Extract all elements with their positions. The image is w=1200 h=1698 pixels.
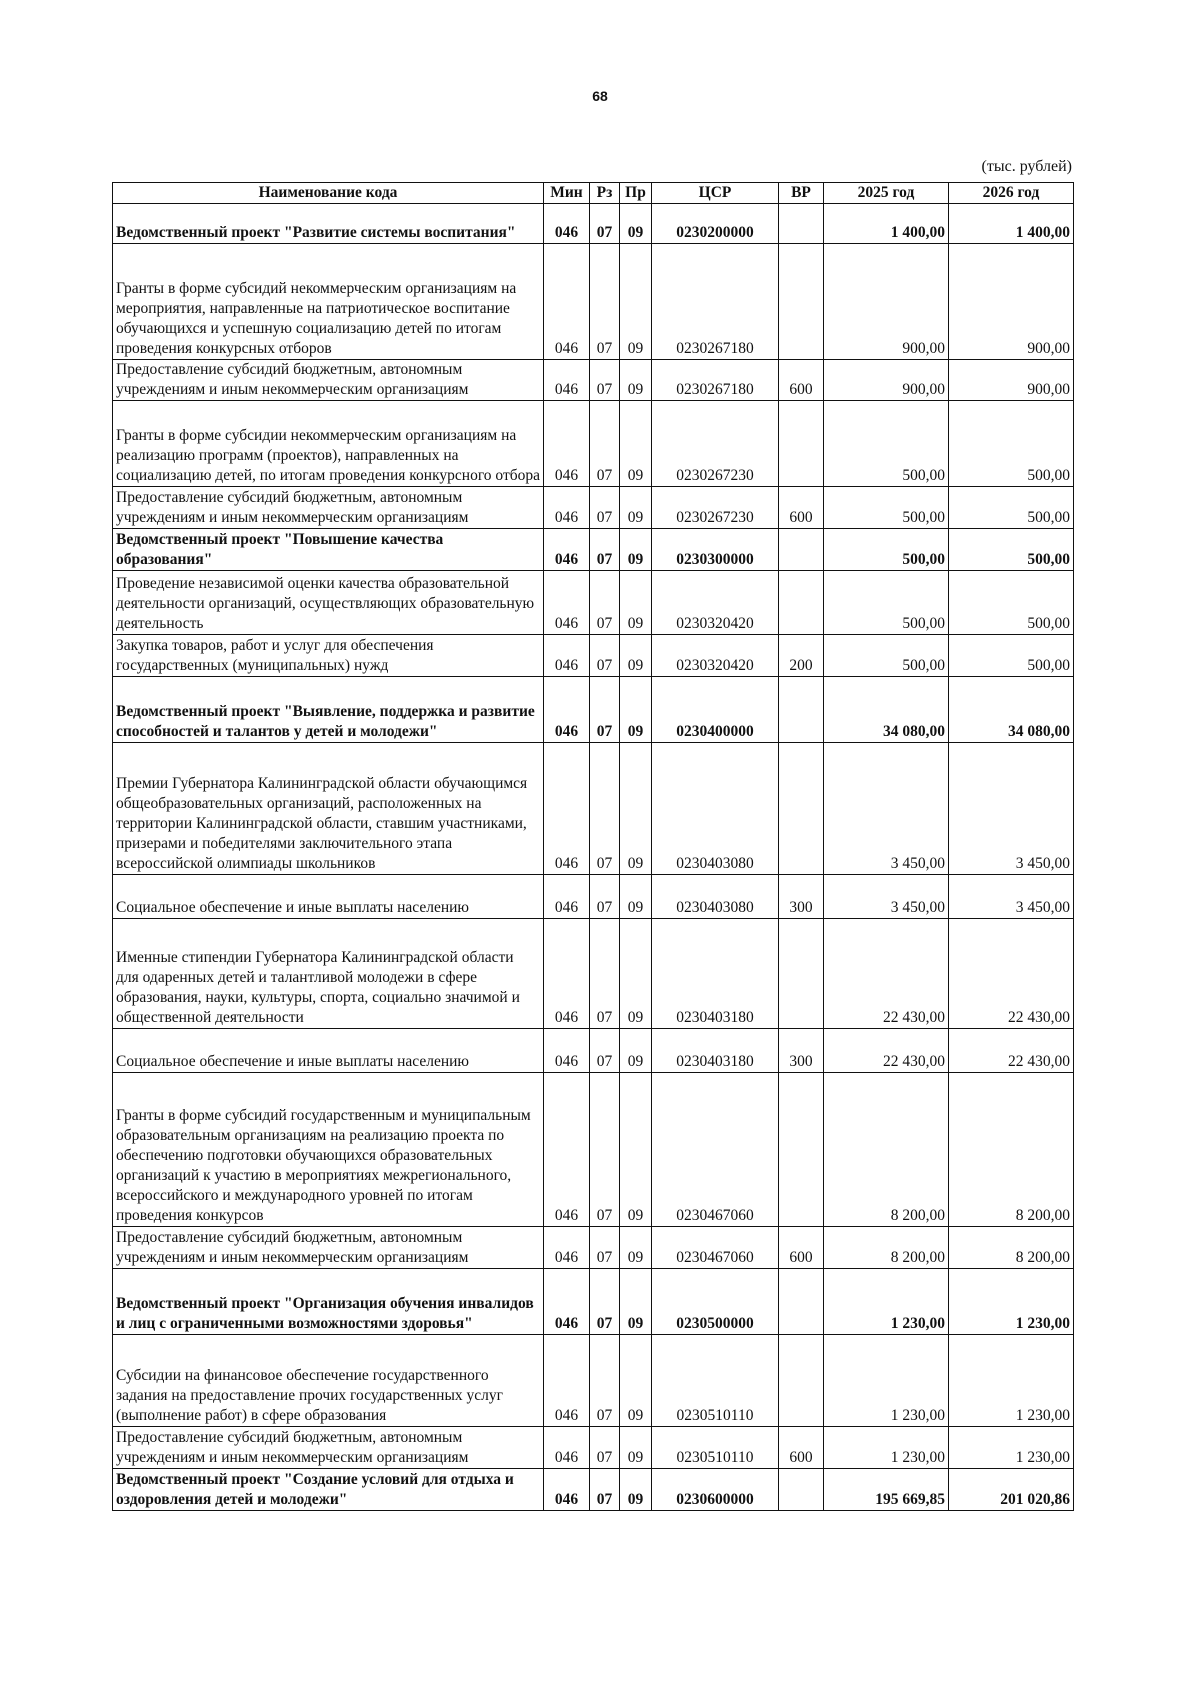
row-vr-cell: 600 <box>779 360 824 401</box>
row-csr-cell: 0230320420 <box>652 635 779 677</box>
row-min-cell: 046 <box>544 401 590 487</box>
row-csr-cell: 0230267180 <box>652 360 779 401</box>
row-pr-cell: 09 <box>620 1227 652 1269</box>
row-2026-cell: 1 230,00 <box>949 1269 1074 1335</box>
row-vr-cell <box>779 677 824 743</box>
row-name-cell: Субсидии на финансовое обеспечение государственного задания на предоставление прочих государственных услуг (выполнение работ) в сфере образования <box>113 1335 544 1427</box>
row-min-cell: 046 <box>544 1469 590 1511</box>
row-2025-cell: 34 080,00 <box>824 677 949 743</box>
row-2025-cell: 500,00 <box>824 571 949 635</box>
row-2025-cell: 500,00 <box>824 635 949 677</box>
table-row <box>113 1073 1074 1227</box>
row-pr-cell: 09 <box>620 1073 652 1227</box>
row-csr-cell: 0230200000 <box>652 204 779 244</box>
row-2025-cell: 500,00 <box>824 401 949 487</box>
row-2026-cell: 22 430,00 <box>949 919 1074 1029</box>
row-min-cell: 046 <box>544 1227 590 1269</box>
row-name-cell: Предоставление субсидий бюджетным, автономным учреждениям и иным некоммерческим организациям <box>113 1227 544 1269</box>
row-vr-cell: 300 <box>779 875 824 919</box>
row-2026-cell: 8 200,00 <box>949 1073 1074 1227</box>
row-name-cell: Гранты в форме субсидий государственным и муниципальным образовательным организациям на реализацию проекта по обеспечению подготовки обучающихся образовательных организаций к участию в мероприятиях межрегионального, всероссийского и международного уровней по итогам проведения конкурсов <box>113 1073 544 1227</box>
row-rz-cell: 07 <box>590 487 620 529</box>
page-number: 68 <box>592 88 608 104</box>
row-rz-cell: 07 <box>590 244 620 360</box>
row-2025-cell: 3 450,00 <box>824 875 949 919</box>
table-row <box>113 244 1074 360</box>
table-row-project <box>113 529 1074 571</box>
row-vr-cell <box>779 529 824 571</box>
row-2025-cell: 22 430,00 <box>824 919 949 1029</box>
row-rz-cell: 07 <box>590 1427 620 1469</box>
row-name-cell: Ведомственный проект "Создание условий для отдыха и оздоровления детей и молодежи" <box>113 1469 544 1511</box>
table-row-project <box>113 204 1074 244</box>
row-name-cell: Ведомственный проект "Выявление, поддержка и развитие способностей и талантов у детей и молодежи" <box>113 677 544 743</box>
header-2026: 2026 год <box>949 183 1074 204</box>
row-pr-cell: 09 <box>620 571 652 635</box>
row-pr-cell: 09 <box>620 677 652 743</box>
row-2025-cell: 500,00 <box>824 487 949 529</box>
row-csr-cell: 0230467060 <box>652 1227 779 1269</box>
row-rz-cell: 07 <box>590 919 620 1029</box>
row-2026-cell: 500,00 <box>949 571 1074 635</box>
row-min-cell: 046 <box>544 677 590 743</box>
row-name-cell: Премии Губернатора Калининградской области обучающимся общеобразовательных организаций, расположенных на территории Калининградской области, ставшим участниками, призерами и победителями заключительного этапа всероссийской олимпиады школьников <box>113 743 544 875</box>
row-csr-cell: 0230510110 <box>652 1427 779 1469</box>
row-min-cell: 046 <box>544 743 590 875</box>
table-row <box>113 401 1074 487</box>
row-pr-cell: 09 <box>620 529 652 571</box>
row-vr-cell: 600 <box>779 1227 824 1269</box>
table-row <box>113 1335 1074 1427</box>
row-csr-cell: 0230467060 <box>652 1073 779 1227</box>
table-body <box>113 204 1074 1511</box>
row-rz-cell: 07 <box>590 360 620 401</box>
row-2026-cell: 1 230,00 <box>949 1335 1074 1427</box>
row-pr-cell: 09 <box>620 1029 652 1073</box>
row-csr-cell: 0230267230 <box>652 401 779 487</box>
table-row <box>113 360 1074 401</box>
header-pr: Пр <box>620 183 652 204</box>
units-label: (тыс. рублей) <box>981 158 1072 175</box>
header-rz: Рз <box>590 183 620 204</box>
table-row <box>113 919 1074 1029</box>
row-csr-cell: 0230600000 <box>652 1469 779 1511</box>
row-name-cell: Предоставление субсидий бюджетным, автономным учреждениям и иным некоммерческим организациям <box>113 1427 544 1469</box>
table-row <box>113 1029 1074 1073</box>
row-vr-cell <box>779 571 824 635</box>
table-row <box>113 875 1074 919</box>
row-min-cell: 046 <box>544 571 590 635</box>
row-csr-cell: 0230300000 <box>652 529 779 571</box>
row-vr-cell <box>779 1469 824 1511</box>
table-row <box>113 487 1074 529</box>
row-vr-cell: 300 <box>779 1029 824 1073</box>
row-vr-cell <box>779 401 824 487</box>
row-min-cell: 046 <box>544 360 590 401</box>
row-pr-cell: 09 <box>620 875 652 919</box>
row-csr-cell: 0230403080 <box>652 875 779 919</box>
budget-table <box>112 182 1074 1511</box>
row-pr-cell: 09 <box>620 1335 652 1427</box>
row-min-cell: 046 <box>544 1269 590 1335</box>
row-vr-cell: 600 <box>779 1427 824 1469</box>
row-rz-cell: 07 <box>590 875 620 919</box>
row-csr-cell: 0230267180 <box>652 244 779 360</box>
row-name-cell: Ведомственный проект "Организация обучения инвалидов и лиц с ограниченными возможностями здоровья" <box>113 1269 544 1335</box>
row-min-cell: 046 <box>544 635 590 677</box>
header-csr: ЦСР <box>652 183 779 204</box>
row-vr-cell <box>779 1073 824 1227</box>
row-2026-cell: 201 020,86 <box>949 1469 1074 1511</box>
row-vr-cell <box>779 1269 824 1335</box>
row-2026-cell: 1 400,00 <box>949 204 1074 244</box>
row-name-cell: Ведомственный проект "Развитие системы воспитания" <box>113 204 544 244</box>
row-2025-cell: 1 230,00 <box>824 1427 949 1469</box>
row-pr-cell: 09 <box>620 401 652 487</box>
row-2025-cell: 8 200,00 <box>824 1227 949 1269</box>
row-rz-cell: 07 <box>590 1269 620 1335</box>
row-min-cell: 046 <box>544 1335 590 1427</box>
row-name-cell: Предоставление субсидий бюджетным, автономным учреждениям и иным некоммерческим организациям <box>113 487 544 529</box>
row-rz-cell: 07 <box>590 635 620 677</box>
row-name-cell: Гранты в форме субсидий некоммерческим организациям на мероприятия, направленные на патриотическое воспитание обучающихся и успешную социализацию детей по итогам проведения конкурсных отборов <box>113 244 544 360</box>
table-row <box>113 571 1074 635</box>
table-row <box>113 1227 1074 1269</box>
table-row <box>113 635 1074 677</box>
row-rz-cell: 07 <box>590 1335 620 1427</box>
row-2025-cell: 8 200,00 <box>824 1073 949 1227</box>
row-pr-cell: 09 <box>620 204 652 244</box>
row-2026-cell: 1 230,00 <box>949 1427 1074 1469</box>
row-rz-cell: 07 <box>590 743 620 875</box>
row-2025-cell: 900,00 <box>824 360 949 401</box>
table-row-project <box>113 1469 1074 1511</box>
header-vr: ВР <box>779 183 824 204</box>
row-2025-cell: 500,00 <box>824 529 949 571</box>
row-2025-cell: 1 400,00 <box>824 204 949 244</box>
row-rz-cell: 07 <box>590 677 620 743</box>
row-rz-cell: 07 <box>590 204 620 244</box>
row-pr-cell: 09 <box>620 743 652 875</box>
row-2025-cell: 3 450,00 <box>824 743 949 875</box>
row-rz-cell: 07 <box>590 529 620 571</box>
row-rz-cell: 07 <box>590 1227 620 1269</box>
row-2026-cell: 22 430,00 <box>949 1029 1074 1073</box>
row-name-cell: Ведомственный проект "Повышение качества образования" <box>113 529 544 571</box>
row-name-cell: Предоставление субсидий бюджетным, автономным учреждениям и иным некоммерческим организациям <box>113 360 544 401</box>
row-rz-cell: 07 <box>590 571 620 635</box>
table-row-project <box>113 1269 1074 1335</box>
row-vr-cell <box>779 1335 824 1427</box>
row-csr-cell: 0230500000 <box>652 1269 779 1335</box>
row-pr-cell: 09 <box>620 1427 652 1469</box>
table-row <box>113 743 1074 875</box>
row-pr-cell: 09 <box>620 487 652 529</box>
row-2026-cell: 500,00 <box>949 401 1074 487</box>
row-name-cell: Закупка товаров, работ и услуг для обеспечения государственных (муниципальных) нужд <box>113 635 544 677</box>
row-pr-cell: 09 <box>620 919 652 1029</box>
row-2026-cell: 3 450,00 <box>949 743 1074 875</box>
row-csr-cell: 0230400000 <box>652 677 779 743</box>
row-min-cell: 046 <box>544 875 590 919</box>
row-min-cell: 046 <box>544 1073 590 1227</box>
row-2026-cell: 900,00 <box>949 244 1074 360</box>
row-min-cell: 046 <box>544 1427 590 1469</box>
row-rz-cell: 07 <box>590 1073 620 1227</box>
row-2026-cell: 500,00 <box>949 529 1074 571</box>
header-2025: 2025 год <box>824 183 949 204</box>
row-csr-cell: 0230403180 <box>652 919 779 1029</box>
table-row-project <box>113 677 1074 743</box>
row-min-cell: 046 <box>544 244 590 360</box>
row-2026-cell: 500,00 <box>949 635 1074 677</box>
row-vr-cell: 200 <box>779 635 824 677</box>
row-name-cell: Социальное обеспечение и иные выплаты населению <box>113 1029 544 1073</box>
row-name-cell: Гранты в форме субсидии некоммерческим организациям на реализацию программ (проектов), направленных на социализацию детей, по итогам проведения конкурсного отбора <box>113 401 544 487</box>
header-min: Мин <box>544 183 590 204</box>
row-csr-cell: 0230403180 <box>652 1029 779 1073</box>
row-rz-cell: 07 <box>590 401 620 487</box>
row-name-cell: Социальное обеспечение и иные выплаты населению <box>113 875 544 919</box>
row-2026-cell: 900,00 <box>949 360 1074 401</box>
row-vr-cell <box>779 743 824 875</box>
row-pr-cell: 09 <box>620 1469 652 1511</box>
row-pr-cell: 09 <box>620 635 652 677</box>
header-name: Наименование кода <box>113 183 544 204</box>
row-pr-cell: 09 <box>620 360 652 401</box>
row-min-cell: 046 <box>544 487 590 529</box>
row-min-cell: 046 <box>544 204 590 244</box>
row-pr-cell: 09 <box>620 244 652 360</box>
row-vr-cell <box>779 204 824 244</box>
row-rz-cell: 07 <box>590 1469 620 1511</box>
row-vr-cell <box>779 919 824 1029</box>
table-row <box>113 1427 1074 1469</box>
row-csr-cell: 0230267230 <box>652 487 779 529</box>
table-header-row <box>113 183 1074 204</box>
row-2026-cell: 8 200,00 <box>949 1227 1074 1269</box>
row-2025-cell: 1 230,00 <box>824 1269 949 1335</box>
row-vr-cell <box>779 244 824 360</box>
row-2026-cell: 3 450,00 <box>949 875 1074 919</box>
row-2025-cell: 22 430,00 <box>824 1029 949 1073</box>
row-name-cell: Проведение независимой оценки качества образовательной деятельности организаций, осуществляющих образовательную деятельность <box>113 571 544 635</box>
row-name-cell: Именные стипендии Губернатора Калининградской области для одаренных детей и талантливой молодежи в сфере образования, науки, культуры, спорта, социально значимой и общественной деятельности <box>113 919 544 1029</box>
row-2025-cell: 900,00 <box>824 244 949 360</box>
row-2025-cell: 195 669,85 <box>824 1469 949 1511</box>
row-csr-cell: 0230320420 <box>652 571 779 635</box>
row-csr-cell: 0230403080 <box>652 743 779 875</box>
row-2025-cell: 1 230,00 <box>824 1335 949 1427</box>
row-min-cell: 046 <box>544 1029 590 1073</box>
row-csr-cell: 0230510110 <box>652 1335 779 1427</box>
row-vr-cell: 600 <box>779 487 824 529</box>
row-2026-cell: 500,00 <box>949 487 1074 529</box>
row-min-cell: 046 <box>544 529 590 571</box>
row-rz-cell: 07 <box>590 1029 620 1073</box>
row-pr-cell: 09 <box>620 1269 652 1335</box>
row-min-cell: 046 <box>544 919 590 1029</box>
row-2026-cell: 34 080,00 <box>949 677 1074 743</box>
